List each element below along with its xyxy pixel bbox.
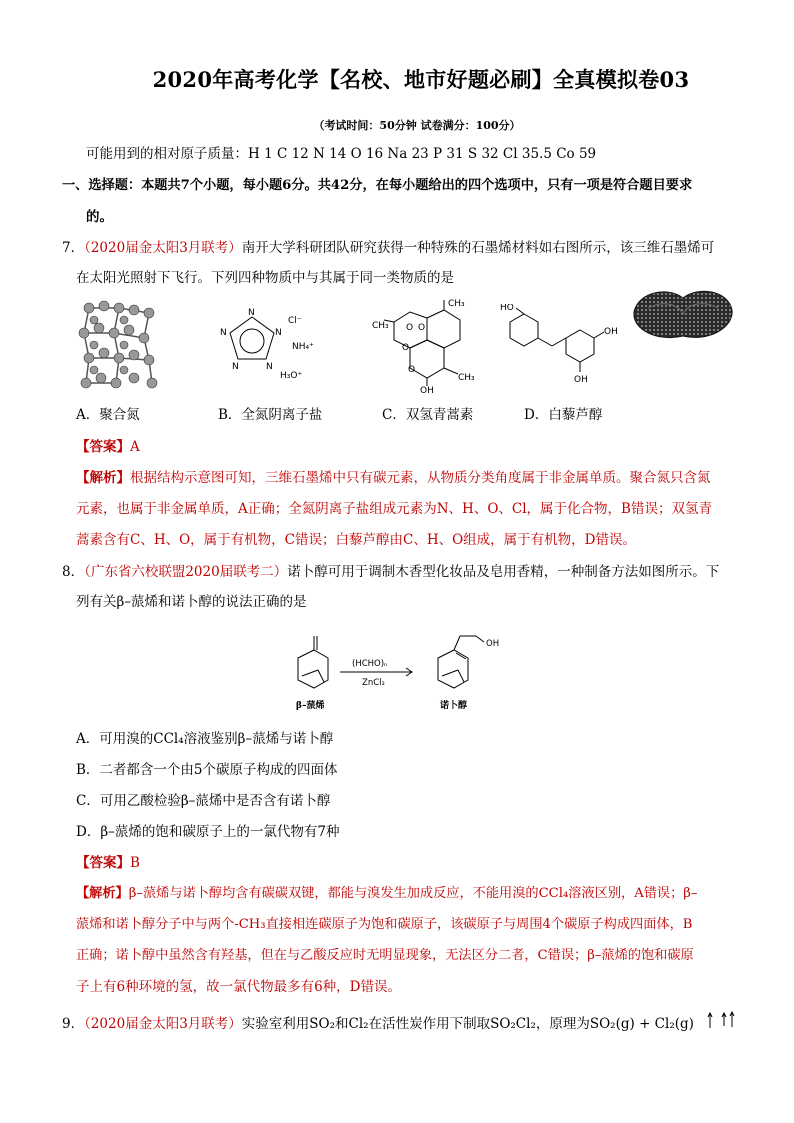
q7-analysis-line2: 元素，也属于非金属单质，A正确；全氮阴离子盐组成元素为N、H、O、Cl，属于化合物，B错误；双氢青 [76, 501, 712, 517]
mol-c-label-4: O [402, 343, 410, 353]
q8-analysis-text1: β–蒎烯与诺卜醇均含有碳碳双键，都能与溴发生加成反应，不能用溴的CCl₄溶液区别，A错误；β– [128, 886, 698, 901]
q9-stem-line1 [62, 1014, 694, 1034]
q8-option-d: D．β–蒎烯的饱和碳原子上的一氯代物有7种 [76, 824, 340, 840]
mol-c-label-1: CH₃ [372, 321, 389, 331]
equilibrium-arrow-icon [706, 1010, 736, 1036]
q7-number: 7． [62, 240, 85, 256]
mol-b-label-0: N [248, 308, 255, 318]
figure-resveratrol [494, 304, 624, 389]
figure-pentazolate-salt [212, 305, 332, 390]
q8-option-b: B．二者都含一个由5个碳原子构成的四面体 [76, 762, 338, 778]
section-heading-line1: 一、选择题：本题共7个小题，每小题6分。共42分，在每小题给出的四个选项中，只有一项是符合题目要求 [62, 178, 693, 193]
q7-answer-value: A [130, 439, 140, 455]
q7-stem-line1 [62, 238, 714, 258]
mol-d-label-1: OH [604, 327, 618, 337]
mol-c-label-5: O [408, 365, 416, 375]
mol-c-label-3: O [418, 323, 426, 333]
q8-analysis-line3: 正确；诺卜醇中虽然含有羟基，但在与乙酸反应时无明显现象，无法区分二者，C错误；β–蒎烯的饱和碳原 [76, 948, 694, 963]
q8-option-a: A．可用溴的CCl₄溶液鉴别β–蒎烯与诺卜醇 [76, 731, 334, 747]
q8-analysis-label: 【解析】 [76, 886, 129, 901]
mol-b-label-1: N [275, 328, 282, 338]
q8-analysis-line1 [76, 884, 698, 904]
figure-dihydroartemisinin [372, 298, 487, 393]
q8-stem-line2: 列有关β–蒎烯和诺卜醇的说法正确的是 [76, 594, 307, 610]
reagent-top: (HCHO)ₙ [352, 659, 388, 669]
figure-polymeric-nitrogen [74, 298, 164, 393]
q8-answer-value: B [130, 855, 140, 871]
mol-c-label-0: CH₃ [448, 299, 465, 309]
q7-analysis-line1 [76, 468, 711, 488]
mol-b-label-4: N [220, 328, 227, 338]
nopol-oh-label: OH [486, 639, 500, 649]
q8-stem-text: 诺卜醇可用于调制木香型化妆品及皂用香精，一种制备方法如图所示。下 [287, 564, 720, 580]
q7-stem-line2: 在太阳光照射下飞行。下列四种物质中与其属于同一类物质的是 [76, 270, 454, 286]
mol-c-label-6: CH₃ [458, 373, 475, 383]
q7-answer-label: 【答案】 [76, 439, 130, 455]
page-title: 2020年高考化学【名校、地市好题必刷】全真模拟卷03 [152, 67, 690, 92]
q7-analysis-text1: 根据结构示意图可知，三维石墨烯中只有碳元素，从物质分类角度属于非金属单质。聚合氮只含氮 [130, 470, 711, 486]
atomic-masses: 可能用到的相对原子质量：H 1 C 12 N 14 O 16 Na 23 P 31 S 32 Cl 35.5 Co 59 [86, 146, 597, 162]
section-heading-line2: 的。 [86, 209, 113, 225]
mol-c-label-2: O [406, 323, 414, 333]
mol-b-label-2: N [266, 362, 273, 372]
mol-d-label-0: HO [500, 304, 514, 313]
label-nopol: 诺卜醇 [440, 701, 468, 711]
label-beta-pinene: β–蒎烯 [296, 701, 325, 711]
mol-b-label-3: N [232, 362, 239, 372]
q8-number: 8． [62, 564, 85, 580]
q8-analysis-line4: 子上有6种环境的氢，故一氯代物最多有6种，D错误。 [76, 979, 402, 995]
q7-analysis-label: 【解析】 [76, 470, 130, 486]
q8-analysis-line2: 蒎烯和诺卜醇分子中与两个-CH₃直接相连碳原子为饱和碳原子，该碳原子与周围4个碳原子构成四面体，B [76, 917, 693, 932]
q9-number: 9． [62, 1016, 85, 1032]
q9-source: （2020届金太阳3月联考） [84, 1016, 242, 1032]
q7-stem-text: 南开大学科研团队研究获得一种特殊的石墨烯材料如右图所示，该三维石墨烯可 [241, 240, 715, 256]
q8-source: （广东省六校联盟2020届联考二） [84, 564, 288, 580]
reagent-bottom: ZnCl₂ [362, 678, 385, 688]
q8-answer [76, 853, 140, 873]
q8-option-c: C．可用乙酸检验β–蒎烯中是否含有诺卜醇 [76, 793, 331, 809]
q8-stem-line1 [62, 562, 719, 582]
mol-b-label-6: NH₄⁺ [292, 342, 314, 352]
q7-option-b: B．全氮阴离子盐 [218, 407, 323, 423]
figure-nopol-synthesis [280, 628, 520, 718]
figure-3d-graphene [628, 284, 738, 346]
mol-c-label-7: OH [420, 386, 434, 393]
q7-option-c: C．双氢青蒿素 [382, 407, 474, 423]
mol-d-label-2: OH [574, 375, 588, 385]
mol-b-label-5: Cl⁻ [288, 316, 302, 326]
mol-b-label-7: H₃O⁺ [280, 371, 303, 381]
q7-source: （2020届金太阳3月联考） [84, 240, 242, 256]
exam-info: （考试时间：50分钟 试卷满分：100分） [313, 119, 521, 132]
q7-analysis-line3: 蒿素含有C、H、O，属于有机物，C错误；白藜芦醇由C、H、O组成，属于有机物，D错误。 [76, 532, 636, 548]
q8-answer-label: 【答案】 [76, 855, 130, 871]
q7-option-a: A．聚合氮 [76, 407, 140, 423]
q9-stem-text: 实验室利用SO₂和Cl₂在活性炭作用下制取SO₂Cl₂，原理为SO₂(g) + Cl₂(g) [241, 1016, 694, 1032]
q7-answer [76, 437, 140, 457]
q7-option-d: D．白藜芦醇 [524, 407, 603, 423]
